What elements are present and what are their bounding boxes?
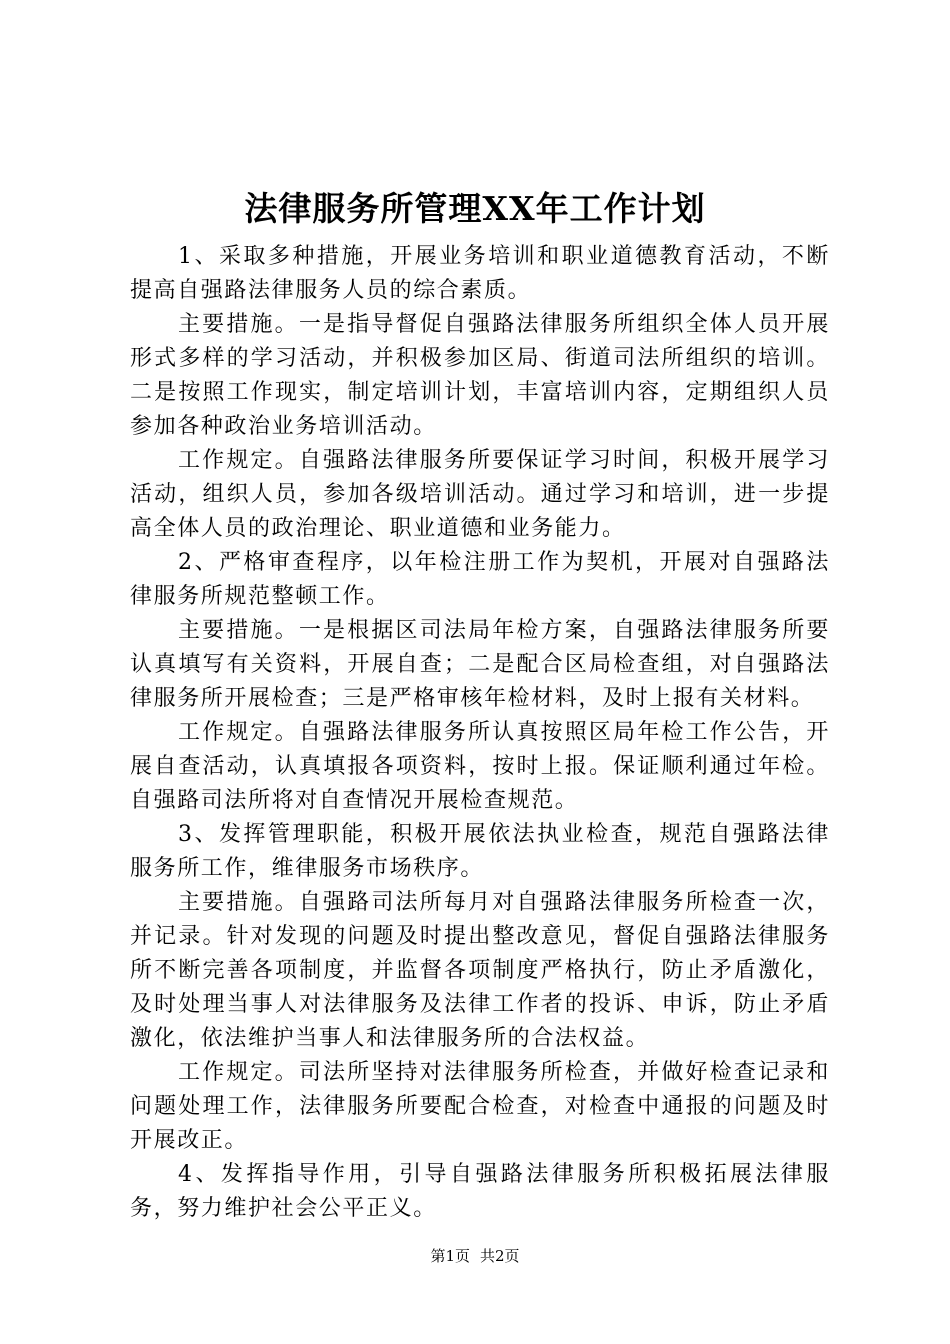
document-title: 法律服务所管理XX年工作计划 bbox=[244, 189, 706, 228]
paragraph: 1、采取多种措施，开展业务培训和职业道德教育活动，不断提高自强路法律服务人员的综合素质。 bbox=[130, 244, 830, 303]
paragraph: 工作规定。自强路法律服务所要保证学习时间，积极开展学习活动，组织人员，参加各级培训活动。通过学习和培训，进一步提高全体人员的政治理论、职业道德和业务能力。 bbox=[130, 448, 830, 541]
paragraph: 主要措施。一是根据区司法局年检方案，自强路法律服务所要认真填写有关资料，开展自查；二是配合区局检查组，对自强路法律服务所开展检查；三是严格审核年检材料，及时上报有关材料。 bbox=[130, 618, 830, 711]
paragraph: 工作规定。自强路法律服务所认真按照区局年检工作公告，开展自查活动，认真填报各项资料，按时上报。保证顺利通过年检。自强路司法所将对自查情况开展检查规范。 bbox=[130, 720, 830, 813]
page-total: 共2页 bbox=[480, 1247, 520, 1265]
paragraph: 主要措施。自强路司法所每月对自强路法律服务所检查一次，并记录。针对发现的问题及时提出整改意见，督促自强路法律服务所不断完善各项制度，并监督各项制度严格执行，防止矛盾激化，及时处理当事人对法律服务及法律工作者的投诉、申诉，防止矛盾激化，依法维护当事人和法律服务所的合法权益。 bbox=[130, 890, 830, 1051]
paragraph: 2、严格审查程序，以年检注册工作为契机，开展对自强路法律服务所规范整顿工作。 bbox=[130, 550, 830, 609]
document-body bbox=[130, 240, 830, 1226]
paragraph: 4、发挥指导作用，引导自强路法律服务所积极拓展法律服务，努力维护社会公平正义。 bbox=[130, 1162, 830, 1221]
page-footer bbox=[0, 1246, 950, 1266]
page-number: 第1页 bbox=[430, 1247, 470, 1265]
paragraph: 3、发挥管理职能，积极开展依法执业检查，规范自强路法律服务所工作，维律服务市场秩序。 bbox=[130, 822, 830, 881]
paragraph: 主要措施。一是指导督促自强路法律服务所组织全体人员开展形式多样的学习活动，并积极参加区局、街道司法所组织的培训。二是按照工作现实，制定培训计划，丰富培训内容，定期组织人员参加各种政治业务培训活动。 bbox=[130, 312, 830, 439]
paragraph: 工作规定。司法所坚持对法律服务所检查，并做好检查记录和问题处理工作，法律服务所要配合检查，对检查中通报的问题及时开展改正。 bbox=[130, 1060, 830, 1153]
